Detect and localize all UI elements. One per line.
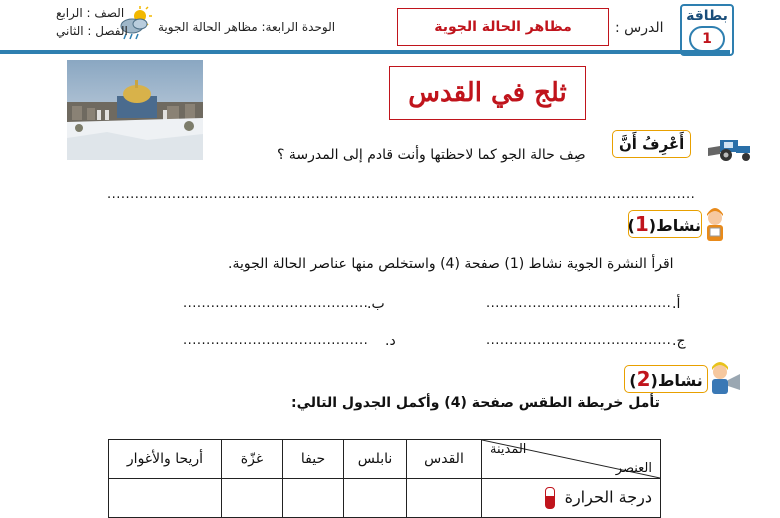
item-b-dots: ........................................ [183, 296, 369, 311]
table-cell[interactable] [344, 479, 407, 518]
row-temperature-label: درجة الحرارة [564, 487, 652, 507]
activity2-instruction: تأمل خريطة الطقس صفحة (4) وأكمل الجدول التالي: [291, 395, 660, 411]
table-corner-cell [482, 440, 661, 479]
weather-table [108, 439, 661, 518]
activity2-label-number: 2 [636, 367, 651, 391]
card-badge [680, 4, 734, 56]
table-cell[interactable] [283, 479, 344, 518]
grade-text: الصف : الرابع [56, 6, 125, 20]
activity1-label [628, 210, 702, 238]
unit-text: الوحدة الرابعة: مظاهر الحالة الجوية [158, 20, 336, 34]
corner-city-label: المدينة [490, 442, 527, 457]
city-cell: أريحا والأغوار [109, 440, 222, 479]
item-a-letter: أ. [672, 296, 681, 312]
activity2-label [624, 365, 708, 393]
item-c-letter: ج. [672, 333, 686, 349]
table-cell[interactable] [109, 479, 222, 518]
activity2-label-text: نشاط( [650, 371, 703, 390]
item-c-dots: ........................................ [486, 333, 672, 348]
card-label: بطاقة [686, 8, 728, 24]
term-text: الفصل : الثاني [56, 24, 128, 38]
activity2-label-close: ) [629, 371, 637, 390]
table-cell[interactable] [407, 479, 482, 518]
lesson-label: الدرس : [615, 20, 664, 36]
city-cell: حيفا [283, 440, 344, 479]
row-label-cell [482, 479, 661, 518]
item-d-letter: د. [385, 333, 396, 349]
header-divider [0, 50, 730, 54]
student-megaphone-icon [706, 362, 744, 398]
city-cell: القدس [407, 440, 482, 479]
know-question: صِف حالة الجو كما لاحظتها وأنت قادم إلى المدرسة ؟ [277, 147, 586, 163]
activity1-instruction: اقرأ النشرة الجوية نشاط (1) صفحة (4) واستخلص منها عناصر الحالة الجوية. [228, 256, 674, 272]
activity1-label-number: 1 [634, 212, 649, 236]
table-cell[interactable] [222, 479, 283, 518]
thermometer-icon [545, 487, 555, 509]
lesson-title-box: مظاهر الحالة الجوية [397, 8, 609, 46]
item-a-dots: ........................................ [486, 296, 672, 311]
table-row [109, 479, 661, 518]
item-b-letter: ب. [367, 296, 385, 312]
know-answer-line: ............................................................................................................................... [107, 187, 696, 202]
activity1-label-text: نشاط( [648, 216, 701, 235]
jerusalem-snow-photo [67, 60, 203, 160]
main-title: ثلج في القدس [389, 66, 586, 120]
activity1-label-close: ) [627, 216, 635, 235]
corner-element-label: العنصر [615, 461, 652, 476]
card-number: 1 [689, 26, 725, 52]
know-label: أَعْرِفُ أَنَّ [612, 130, 691, 158]
city-cell: غزّة [222, 440, 283, 479]
item-d-dots: ........................................ [183, 333, 369, 348]
city-cell: نابلس [344, 440, 407, 479]
table-header-row [109, 440, 661, 479]
tractor-icon [706, 136, 758, 162]
student-icon [702, 208, 728, 246]
